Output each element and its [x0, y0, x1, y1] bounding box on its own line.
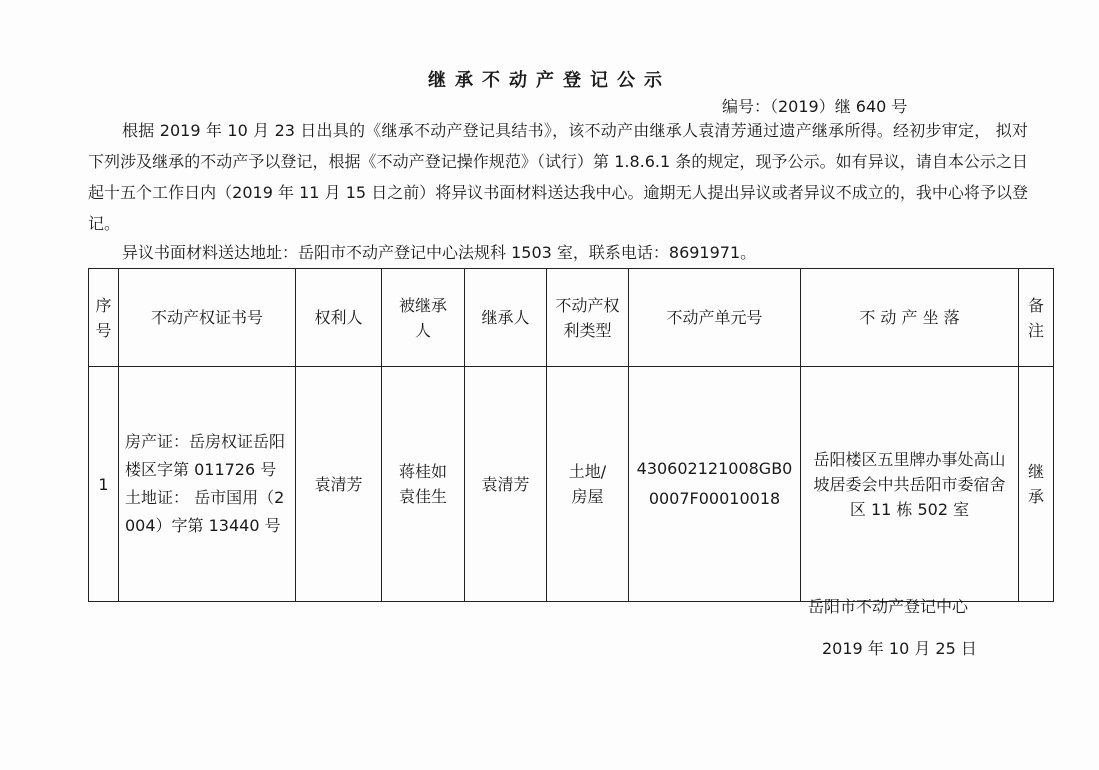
- objection-address-line: 异议书面材料送达地址：岳阳市不动产登记中心法规科 1503 室，联系电话：8691971。: [122, 243, 757, 262]
- header-location: 不 动 产 坐 落: [801, 269, 1019, 367]
- cell-unit-no: 430602121008GB00007F00010018: [629, 367, 801, 602]
- cell-seq: 1: [89, 367, 119, 602]
- header-heir: 继承人: [465, 269, 547, 367]
- header-right-type: 不动产权利类型: [547, 269, 629, 367]
- table-header-row: [89, 269, 1054, 367]
- cell-right-holder: 袁清芳: [296, 367, 382, 602]
- table-row: [89, 367, 1054, 602]
- header-unit-no: 不动产单元号: [629, 269, 801, 367]
- cell-right-type: 土地/房屋: [547, 367, 629, 602]
- cert-house: 房产证：岳房权证岳阳楼区字第 011726 号: [125, 432, 286, 479]
- cell-heir: 袁清芳: [465, 367, 547, 602]
- header-cert-no: 不动产权证书号: [119, 269, 296, 367]
- cell-location: 岳阳楼区五里牌办事处高山坡居委会中共岳阳市委宿舍区 11 栋 502 室: [801, 367, 1019, 602]
- document-number: 编号：（2019）继 640 号: [722, 97, 908, 116]
- header-remark: 备注: [1019, 269, 1054, 367]
- cell-decedent: 蒋桂如袁佳生: [382, 367, 465, 602]
- header-right-holder: 权利人: [296, 269, 382, 367]
- cell-cert-no: [119, 367, 296, 602]
- cell-remark: 继承: [1019, 367, 1054, 602]
- document-title: 继承不动产登记公示: [428, 70, 671, 91]
- announcement-paragraph: 根据 2019 年 10 月 23 日出具的《继承不动产登记具结书》，该不动产由继承人袁清芳通过遗产继承所得。经初步审定， 拟对下列涉及继承的不动产予以登记，根据《不动产登记操作规范》（试行）第 1.8.6.1 条的规定，现予公示。如有异议，请自本公示之日起十五个工作日内（2019 年 11 月 15 日之前）将异议书面材料送达我中心。逾期无人提出异议或者异议不成立的，我中心将予以登记。: [88, 121, 1028, 233]
- header-decedent: 被继承人: [382, 269, 465, 367]
- issue-date: 2019 年 10 月 25 日: [822, 639, 977, 658]
- issuing-organization: 岳阳市不动产登记中心: [808, 597, 969, 616]
- cert-land: 土地证： 岳市国用（2004）字第 13440 号: [125, 488, 285, 535]
- registration-table: [88, 268, 1054, 602]
- header-seq: 序号: [89, 269, 119, 367]
